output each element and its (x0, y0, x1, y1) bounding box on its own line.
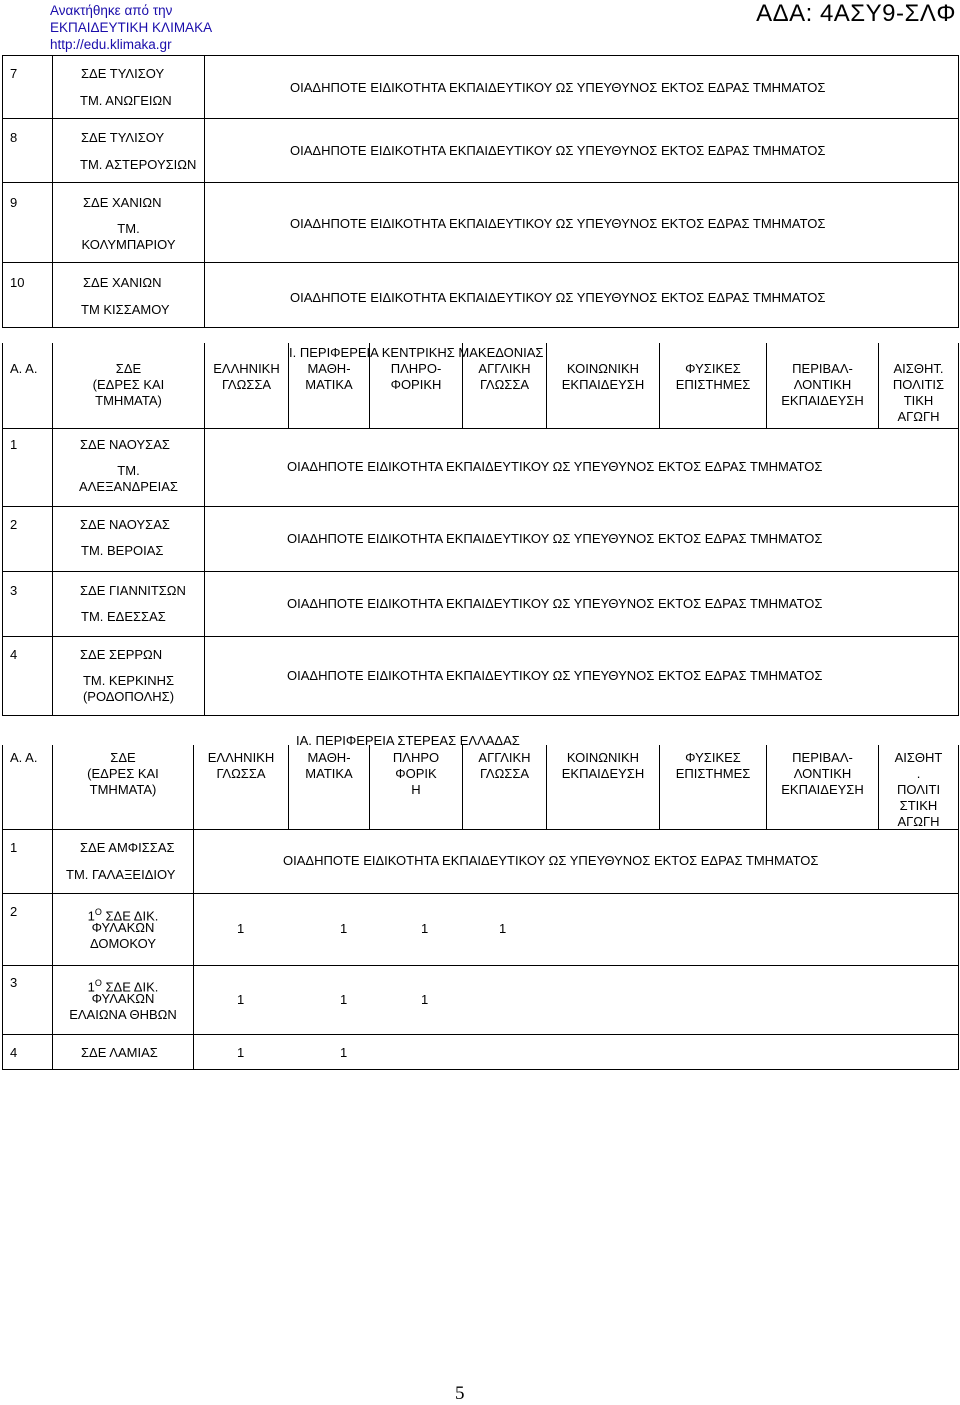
row-wide-text: ΟΙΑΔΗΠΟΤΕ ΕΙΔΙΚΟΤΗΤΑ ΕΚΠΑΙΔΕΥΤΙΚΟΥ ΩΣ ΥΠΕΥΘΥΝΟΣ ΕΚΤΟΣ ΕΔΡΑΣ ΤΜΗΜΑΤΟΣ (290, 290, 826, 305)
header-english: ΑΓΓΛΙΚΗ (478, 750, 531, 765)
row-department: ΤΜ. ΑΣΤΕΡΟΥΣΙΩΝ (80, 157, 197, 172)
row-department-line2: ΕΛΑΙΩΝΑ ΘΗΒΩΝ (69, 1007, 177, 1022)
row-number: 3 (10, 583, 18, 598)
header-greek: ΕΛΛΗΝΙΚΗ (213, 361, 280, 376)
header-aesthetic-line3: ΠΟΛΙΤΙ (896, 782, 941, 797)
page-number: 5 (455, 1383, 465, 1404)
header-science-line2: ΕΠΙΣΤΗΜΕΣ (675, 377, 751, 392)
row-sde: ΣΔΕ ΛΑΜΙΑΣ (81, 1045, 158, 1060)
row-department: ΤΜ. ΑΝΩΓΕΙΩΝ (80, 93, 172, 108)
header-informatics-line3: Η (411, 782, 421, 797)
row-sde: ΣΔΕ ΝΑΟΥΣΑΣ (80, 437, 170, 452)
value-english: 1 (499, 921, 507, 936)
header-greek: ΕΛΛΗΝΙΚΗ (207, 750, 275, 765)
row-department: ΤΜ. ΓΑΛΑΞΕΙΔΙΟΥ (66, 867, 176, 882)
value-informatics: 1 (421, 992, 429, 1007)
row-department-line2: ΔΟΜΟΚΟΥ (89, 936, 157, 951)
row-sde: ΣΔΕ ΣΕΡΡΩΝ (80, 647, 163, 662)
header-math: ΜΑΘΗ- (307, 361, 351, 376)
value-informatics: 1 (421, 921, 429, 936)
header-environmental-line3: ΕΚΠΑΙΔΕΥΣΗ (781, 393, 864, 408)
row-number: 8 (10, 130, 18, 145)
row-wide-text: ΟΙΑΔΗΠΟΤΕ ΕΙΔΙΚΟΤΗΤΑ ΕΚΠΑΙΔΕΥΤΙΚΟΥ ΩΣ ΥΠΕΥΘΥΝΟΣ ΕΚΤΟΣ ΕΔΡΑΣ ΤΜΗΜΑΤΟΣ (290, 216, 826, 231)
row-department: ΦΥΛΑΚΩΝ (91, 991, 155, 1006)
header-greek-line2: ΓΛΩΣΣΑ (216, 766, 266, 781)
row-sde: ΣΔΕ ΤΥΛΙΣΟΥ (81, 130, 165, 145)
row-department: ΤΜ. (117, 221, 140, 236)
header-math: ΜΑΘΗ- (307, 750, 351, 765)
row-number: 4 (10, 1045, 18, 1060)
header-aesthetic-line4: ΣΤΙΚΗ (899, 798, 938, 813)
header-aesthetic-line5: ΑΓΩΓΗ (897, 814, 940, 829)
source-url[interactable]: http://edu.klimaka.gr (50, 37, 172, 52)
row-number: 4 (10, 647, 18, 662)
header-informatics-line2: ΦΟΡΙΚΗ (390, 377, 442, 392)
header-sde-line3: ΤΜΗΜΑΤΑ) (95, 393, 162, 408)
header-environmental-line2: ΛΟΝΤΙΚΗ (793, 377, 852, 392)
row-sde: ΣΔΕ ΝΑΟΥΣΑΣ (80, 517, 170, 532)
row-department-line2: ΚΟΛΥΜΠΑΡΙΟΥ (81, 237, 176, 252)
row-department: ΤΜ. ΕΔΕΣΣΑΣ (81, 609, 166, 624)
row-department-line2: (ΡΟΔΟΠΟΛΗΣ) (82, 689, 175, 704)
source-line-1[interactable]: Ανακτήθηκε από την (50, 3, 173, 18)
value-math: 1 (340, 992, 348, 1007)
row-sde: ΣΔΕ ΧΑΝΙΩΝ (83, 275, 162, 290)
header-social-line2: ΕΚΠΑΙΔΕΥΣΗ (561, 377, 645, 392)
row-wide-text: ΟΙΑΔΗΠΟΤΕ ΕΙΔΙΚΟΤΗΤΑ ΕΚΠΑΙΔΕΥΤΙΚΟΥ ΩΣ ΥΠΕΥΘΥΝΟΣ ΕΚΤΟΣ ΕΔΡΑΣ ΤΜΗΜΑΤΟΣ (283, 853, 819, 868)
row-department-line2: ΑΛΕΞΑΝΔΡΕΙΑΣ (79, 479, 178, 494)
row-number: 1 (10, 437, 18, 452)
value-greek: 1 (237, 921, 245, 936)
header-informatics: ΠΛΗΡΟ- (390, 361, 442, 376)
ada-code: ΑΔΑ: 4ΑΣΥ9-ΣΛΦ (756, 0, 956, 27)
row-sde: ΣΔΕ ΑΜΦΙΣΣΑΣ (80, 840, 175, 855)
row-wide-text: ΟΙΑΔΗΠΟΤΕ ΕΙΔΙΚΟΤΗΤΑ ΕΚΠΑΙΔΕΥΤΙΚΟΥ ΩΣ ΥΠΕΥΘΥΝΟΣ ΕΚΤΟΣ ΕΔΡΑΣ ΤΜΗΜΑΤΟΣ (287, 596, 823, 611)
header-science: ΦΥΣΙΚΕΣ (685, 361, 741, 376)
value-greek: 1 (237, 992, 245, 1007)
row-sde: ΣΔΕ ΤΥΛΙΣΟΥ (81, 66, 165, 81)
value-math: 1 (340, 1045, 348, 1060)
value-math: 1 (340, 921, 348, 936)
header-sde: ΣΔΕ (115, 361, 142, 376)
header-social: ΚΟΙΝΩΝΙΚΗ (566, 750, 640, 765)
header-environmental-line2: ΛΟΝΤΙΚΗ (793, 766, 852, 781)
header-informatics: ΠΛΗΡΟ (392, 750, 440, 765)
header-social: ΚΟΙΝΩΝΙΚΗ (566, 361, 640, 376)
header-english: ΑΓΓΛΙΚΗ (478, 361, 531, 376)
row-number: 9 (10, 195, 18, 210)
header-greek-line2: ΓΛΩΣΣΑ (221, 377, 272, 392)
row-number: 2 (10, 517, 18, 532)
row-wide-text: ΟΙΑΔΗΠΟΤΕ ΕΙΔΙΚΟΤΗΤΑ ΕΚΠΑΙΔΕΥΤΙΚΟΥ ΩΣ ΥΠΕΥΘΥΝΟΣ ΕΚΤΟΣ ΕΔΡΑΣ ΤΜΗΜΑΤΟΣ (287, 668, 823, 683)
row-number: 3 (10, 975, 18, 990)
header-sde-line2: (ΕΔΡΕΣ ΚΑΙ (87, 766, 159, 781)
header-english-line2: ΓΛΩΣΣΑ (479, 766, 530, 781)
header-aesthetic: ΑΙΣΘΗΤ (894, 750, 943, 765)
header-environmental-line3: ΕΚΠΑΙΔΕΥΣΗ (781, 782, 864, 797)
row-sde: ΣΔΕ ΧΑΝΙΩΝ (83, 195, 162, 210)
row-wide-text: ΟΙΑΔΗΠΟΤΕ ΕΙΔΙΚΟΤΗΤΑ ΕΚΠΑΙΔΕΥΤΙΚΟΥ ΩΣ ΥΠΕΥΘΥΝΟΣ ΕΚΤΟΣ ΕΔΡΑΣ ΤΜΗΜΑΤΟΣ (287, 459, 823, 474)
header-social-line2: ΕΚΠΑΙΔΕΥΣΗ (561, 766, 645, 781)
header-english-line2: ΓΛΩΣΣΑ (479, 377, 530, 392)
header-math-line2: ΜΑΤΙΚΑ (305, 766, 353, 781)
row-number: 2 (10, 904, 18, 919)
header-math-line2: ΜΑΤΙΚΑ (305, 377, 353, 392)
header-aesthetic-line4: ΑΓΩΓΗ (897, 409, 940, 424)
row-department: ΦΥΛΑΚΩΝ (91, 920, 155, 935)
value-greek: 1 (237, 1045, 245, 1060)
region-title: ΙΑ. ΠΕΡΙΦΕΡΕΙΑ ΣΤΕΡΕΑΣ ΕΛΛΑΔΑΣ (296, 733, 520, 748)
header-sde-line3: ΤΜΗΜΑΤΑ) (89, 782, 157, 797)
row-department: ΤΜ. ΒΕΡΟΙΑΣ (81, 543, 164, 558)
header-aa: Α. Α. (10, 750, 38, 765)
row-sde: $1^O$ ΣΔΕ ΔΙΚ. (87, 907, 159, 924)
header-informatics-line2: ΦΟΡΙΚ (395, 766, 437, 781)
header-aesthetic-line2: ΠΟΛΙΤΙΣ (892, 377, 945, 392)
row-sde: $1^O$ ΣΔΕ ΔΙΚ. (87, 978, 159, 995)
row-department: ΤΜ. (117, 463, 140, 478)
row-wide-text: ΟΙΑΔΗΠΟΤΕ ΕΙΔΙΚΟΤΗΤΑ ΕΚΠΑΙΔΕΥΤΙΚΟΥ ΩΣ ΥΠΕΥΘΥΝΟΣ ΕΚΤΟΣ ΕΔΡΑΣ ΤΜΗΜΑΤΟΣ (290, 80, 826, 95)
header-science: ΦΥΣΙΚΕΣ (685, 750, 741, 765)
header-sde: ΣΔΕ (110, 750, 136, 765)
row-number: 1 (10, 840, 18, 855)
header-aa: Α. Α. (10, 361, 38, 376)
row-wide-text: ΟΙΑΔΗΠΟΤΕ ΕΙΔΙΚΟΤΗΤΑ ΕΚΠΑΙΔΕΥΤΙΚΟΥ ΩΣ ΥΠΕΥΘΥΝΟΣ ΕΚΤΟΣ ΕΔΡΑΣ ΤΜΗΜΑΤΟΣ (290, 143, 826, 158)
row-number: 7 (10, 66, 18, 81)
header-environmental: ΠΕΡΙΒΑΛ- (792, 750, 853, 765)
row-number: 10 (10, 275, 25, 290)
row-sde: ΣΔΕ ΓΙΑΝΝΙΤΣΩΝ (80, 583, 186, 598)
row-wide-text: ΟΙΑΔΗΠΟΤΕ ΕΙΔΙΚΟΤΗΤΑ ΕΚΠΑΙΔΕΥΤΙΚΟΥ ΩΣ ΥΠΕΥΘΥΝΟΣ ΕΚΤΟΣ ΕΔΡΑΣ ΤΜΗΜΑΤΟΣ (287, 531, 823, 546)
header-sde-line2: (ΕΔΡΕΣ ΚΑΙ (92, 377, 165, 392)
row-department: ΤΜ ΚΙΣΣΑΜΟΥ (81, 302, 170, 317)
header-environmental: ΠΕΡΙΒΑΛ- (792, 361, 853, 376)
header-aesthetic-line3: ΤΙΚΗ (903, 393, 934, 408)
row-department: ΤΜ. ΚΕΡΚΙΝΗΣ (82, 673, 175, 688)
header-science-line2: ΕΠΙΣΤΗΜΕΣ (675, 766, 751, 781)
region-title: Ι. ΠΕΡΙΦΕΡΕΙΑ ΚΕΝΤΡΙΚΗΣ ΜΑΚΕΔΟΝΙΑΣ (289, 345, 544, 360)
header-aesthetic: ΑΙΣΘΗΤ. (893, 361, 944, 376)
header-aesthetic-line2: . (916, 766, 921, 781)
source-line-2[interactable]: ΕΚΠΑΙΔΕΥΤΙΚΗ ΚΛΙΜΑΚΑ (50, 20, 213, 35)
